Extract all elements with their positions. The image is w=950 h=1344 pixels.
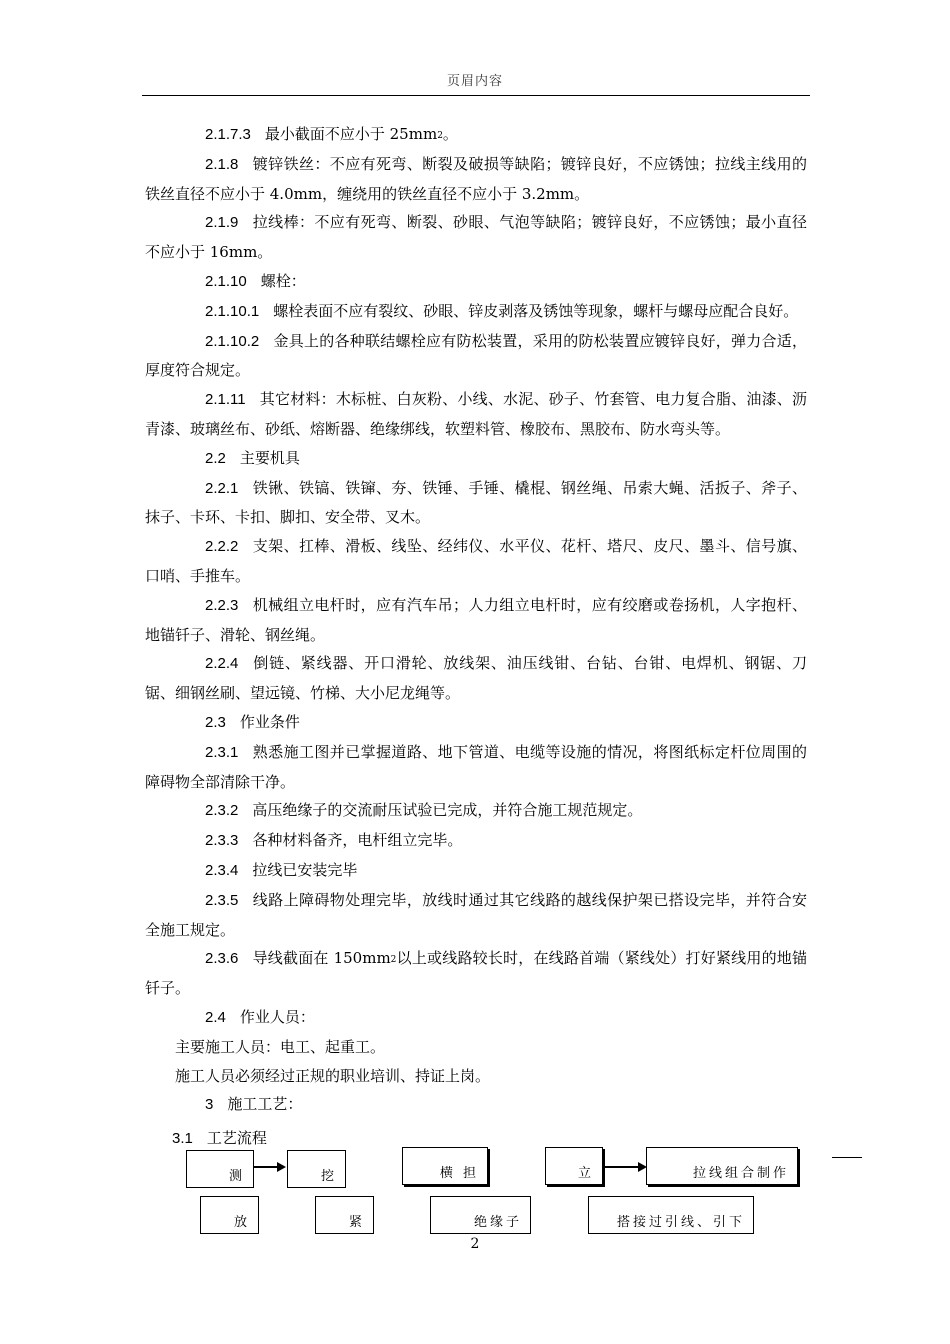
para-text: 倒链、紧线器、开口滑轮、放线架、油压线钳、台钻、台钳、电焊机、钢锯、刀锯、细钢丝刷、望远镜、竹梯、大小尼龙绳等。 — [145, 654, 807, 703]
flow-box-crossarm — [402, 1147, 488, 1185]
para-2-3-2 — [145, 796, 807, 826]
section-number: 2.3.1 — [205, 743, 239, 761]
section-number: 2.4 — [205, 1008, 226, 1026]
flow-title-text: 工艺流程 — [206, 1129, 267, 1147]
superscript: 2 — [437, 131, 443, 141]
flow-box-label: 搭接过引线、引下 — [616, 1215, 745, 1230]
section-number: 2.1.10.1 — [205, 302, 260, 320]
section-number: 2.3.6 — [205, 950, 239, 968]
section-heading: 施工工艺： — [227, 1095, 303, 1114]
flow-box-label: 放 — [233, 1215, 250, 1230]
section-number: 2.1.11 — [205, 391, 246, 409]
flow-box-label: 测 — [228, 1169, 245, 1184]
para-2-1-10 — [145, 267, 807, 297]
flow-box-measure — [186, 1150, 254, 1188]
para-main-staff — [145, 1033, 807, 1062]
flow-box-stringing — [200, 1196, 259, 1234]
flow-box-jumper — [588, 1196, 754, 1234]
para-text: 高压绝缘子的交流耐压试验已完成，并符合施工规范规定。 — [252, 801, 643, 820]
para-text: 拉线已安装完毕 — [252, 860, 358, 879]
section-number: 2.2.3 — [205, 596, 239, 614]
para-text: 导线截面在 150mm — [252, 949, 391, 968]
section-heading: 作业人员： — [239, 1007, 315, 1026]
flow-box-label: 绝缘子 — [473, 1215, 522, 1230]
section-number: 2.1.7.3 — [205, 126, 251, 143]
para-text: 机械组立电杆时，应有汽车吊；人力组立电杆时，应有绞磨或卷扬机，人字抱杆、地锚钎子、滑轮、钢丝绳。 — [145, 595, 807, 644]
heading-2-2 — [145, 444, 807, 474]
para-tail: 以上或线路较长时，在线路首端（紧线处）打好紧线用的地锚钎子。 — [145, 949, 807, 998]
flow-box-tensioning — [315, 1196, 374, 1234]
para-2-2-4 — [145, 649, 807, 708]
header-rule — [142, 95, 810, 96]
para-text: 拉线棒：不应有死弯、断裂、砂眼、气泡等缺陷；镀锌良好，不应锈蚀；最小直径不应小于 16mm。 — [145, 213, 807, 262]
heading-3 — [145, 1090, 807, 1120]
flow-box-label: 立 — [577, 1166, 594, 1181]
para-2-3-1 — [145, 738, 807, 797]
para-2-2-2 — [145, 532, 807, 591]
para-2-2-3 — [145, 591, 807, 650]
para-tail: 。 — [442, 125, 458, 143]
para-2-1-9 — [145, 208, 807, 267]
para-text: 线路上障碍物处理完毕，放线时通过其它线路的越线保护架已搭设完毕，并符合安全施工规定。 — [145, 890, 807, 939]
section-number: 2.3 — [205, 713, 226, 731]
document-body — [145, 120, 807, 1120]
section-number: 2.3.3 — [205, 832, 239, 850]
page-header: 页眉内容 — [446, 74, 503, 89]
para-text: 铁锹、铁镐、铁镩、夯、铁锤、手锤、橇棍、钢丝绳、吊索大蝇、活扳子、斧子、抹子、卡环、卡扣、脚扣、安全带、叉木。 — [145, 478, 807, 527]
section-number: 2.1.9 — [205, 214, 239, 232]
para-2-1-10-1 — [145, 297, 807, 327]
section-number: 2.2 — [205, 449, 226, 467]
section-number: 2.2.2 — [205, 538, 239, 556]
flow-box-dig — [287, 1150, 346, 1188]
page-number: 2 — [470, 1236, 480, 1252]
flow-box-label: 挖 — [320, 1169, 337, 1184]
heading-2-3 — [145, 708, 807, 738]
para-text: 熟悉施工图并已掌握道路、地下管道、电缆等设施的情况，将图纸标定杆位周围的障碍物全部清除干净。 — [145, 742, 807, 791]
para-text: 螺栓： — [260, 271, 306, 290]
flow-box-insulator — [430, 1196, 531, 1234]
section-number: 2.3.2 — [205, 802, 239, 820]
section-number: 2.3.5 — [205, 891, 239, 909]
section-number: 3 — [205, 1096, 214, 1114]
para-training — [145, 1062, 807, 1091]
para-text: 其它材料：木标桩、白灰粉、小线、水泥、砂子、竹套管、电力复合脂、油漆、沥青漆、玻璃丝布、砂纸、熔断器、绝缘绑线，软塑料管、橡胶布、黑胶布、防水弯头等。 — [145, 390, 807, 438]
section-number: 2.1.10 — [205, 272, 247, 290]
flow-title — [172, 1127, 267, 1148]
flow-box-erect — [545, 1147, 603, 1185]
flow-arrow — [254, 1166, 284, 1168]
superscript: 2 — [390, 955, 397, 966]
para-text: 金具上的各种联结螺栓应有防松装置，采用的防松装置应镀锌良好，弹力合适，厚度符合规定。 — [145, 331, 807, 380]
flow-box-label: 拉线组合制作 — [692, 1166, 789, 1181]
para-2-1-11 — [145, 385, 807, 444]
section-number: 2.1.10.2 — [205, 332, 260, 350]
flow-box-label: 紧 — [348, 1215, 365, 1230]
section-number: 2.3.4 — [205, 861, 239, 879]
flow-arrow — [603, 1166, 645, 1168]
section-number: 2.2.1 — [205, 479, 239, 497]
flow-box-guy-wire — [646, 1147, 798, 1185]
para-2-1-8 — [145, 150, 807, 209]
section-number: 2.2.4 — [205, 655, 239, 673]
section-number: 2.1.8 — [205, 155, 239, 173]
para-2-1-7-3 — [145, 120, 807, 150]
section-number: 3.1 — [172, 1130, 193, 1147]
para-text: 螺栓表面不应有裂纹、砂眼、锌皮剥落及锈蚀等现象，螺杆与螺母应配合良好。 — [273, 301, 799, 320]
section-heading: 主要机具 — [239, 448, 300, 467]
heading-2-4 — [145, 1003, 807, 1033]
para-2-3-4 — [145, 856, 807, 886]
para-text: 支架、扛棒、滑板、线坠、经纬仪、水平仪、花杆、塔尺、皮尺、墨斗、信号旗、口哨、手推车。 — [145, 537, 807, 585]
para-2-3-5 — [145, 886, 807, 945]
para-2-3-3 — [145, 826, 807, 856]
para-2-1-10-2 — [145, 327, 807, 386]
margin-dash — [832, 1157, 862, 1158]
para-text: 施工人员必须经过正规的职业培训、持证上岗。 — [175, 1066, 491, 1085]
section-heading: 作业条件 — [239, 712, 300, 731]
para-2-3-6 — [145, 944, 807, 1003]
para-text: 最小截面不应小于 25mm — [264, 125, 438, 143]
para-text: 各种材料备齐，电杆组立完毕。 — [252, 831, 463, 850]
para-2-2-1 — [145, 474, 807, 533]
para-text: 镀锌铁丝：不应有死弯、断裂及破损等缺陷；镀锌良好，不应锈蚀；拉线主线用的铁丝直径不应小于 4.0mm，缠绕用的铁丝直径不应小于 3.2mm。 — [145, 154, 807, 203]
flow-box-label: 横 担 — [439, 1166, 479, 1181]
para-text: 主要施工人员：电工、起重工。 — [175, 1037, 386, 1056]
